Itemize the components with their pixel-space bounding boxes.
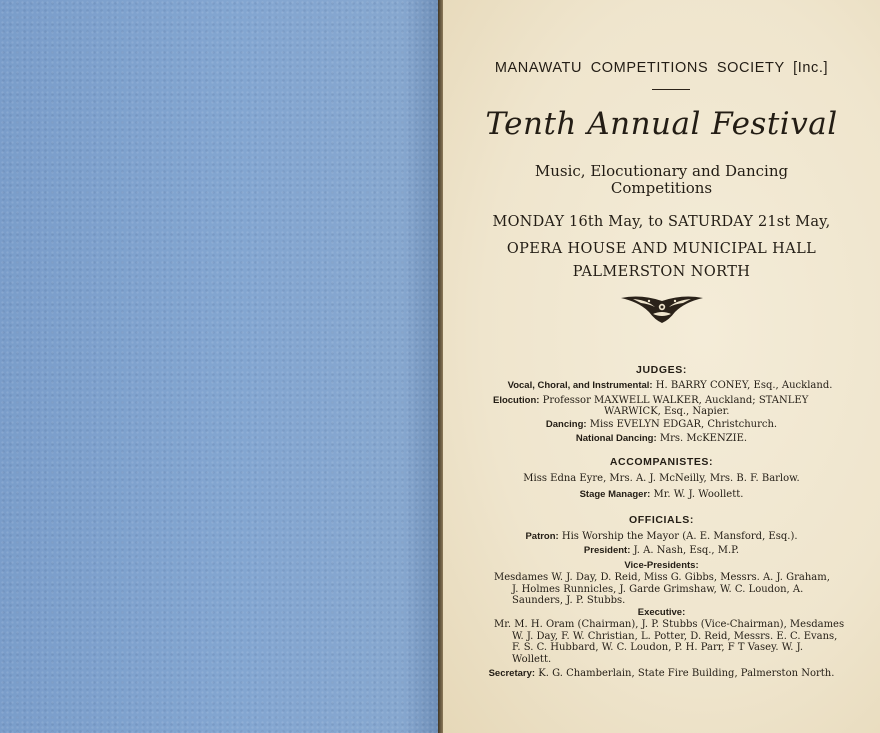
executive-list [494, 619, 846, 665]
accompanistes-heading: ACCOMPANISTES: [609, 456, 714, 468]
judge-national-value: Mrs. McKENZIE. [659, 433, 748, 444]
exec-line-1: Mr. M. H. Oram (Chairman), J. P. Stubbs (Vice-Chairman), Mesdames [494, 619, 845, 630]
judge-dancing-value: Miss EVELYN EDGAR, Christchurch. [589, 419, 778, 430]
president-label: President: [583, 545, 631, 556]
secretary [443, 668, 880, 680]
festival-title: Tenth Annual Festival [485, 106, 838, 142]
executive-heading: Executive: [637, 607, 686, 618]
president-value: J. A. Nash, Esq., M.P. [633, 545, 740, 556]
vice-presidents-list [494, 572, 846, 607]
festival-venue [443, 238, 880, 284]
stage-manager-value: Mr. W. J. Woollett. [653, 489, 744, 500]
venue-line-2: PALMERSTON NORTH [572, 264, 751, 280]
judge-national-dancing [443, 433, 880, 445]
judge-elocution-value-1: Professor MAXWELL WALKER, Auckland; STANLEY [542, 395, 809, 406]
venue-line-1: OPERA HOUSE AND MUNICIPAL HALL [506, 241, 817, 257]
society-name: MANAWATU COMPETITIONS SOCIETY [Inc.] [494, 60, 829, 76]
patron-value: His Worship the Mayor (A. E. Mansford, Esq.). [561, 531, 798, 542]
programme-page [443, 0, 880, 733]
title-rule [652, 89, 690, 90]
subtitle-line-1: Music, Elocutionary and Dancing [534, 162, 789, 180]
judge-vocal [493, 380, 847, 392]
vp-line-2: J. Holmes Runnicles, J. Garde Grimshaw, W. C. Loudon, A. [512, 583, 804, 595]
subtitle-line-2: Competitions [610, 179, 713, 197]
stage-manager-label: Stage Manager: [579, 489, 651, 500]
judge-dancing [443, 419, 880, 431]
judge-elocution-value-2: WARWICK, Esq., Napier. [604, 406, 730, 417]
vp-line-1: Mesdames W. J. Day, D. Reid, Miss G. Gibbs, Messrs. A. J. Graham, [494, 572, 830, 583]
judge-elocution-label: Elocution: [493, 395, 540, 406]
vice-presidents-heading: Vice-Presidents: [624, 560, 699, 571]
judge-vocal-label: Vocal, Choral, and Instrumental: [507, 380, 653, 391]
secretary-label: Secretary: [488, 668, 536, 679]
stage-manager [443, 489, 880, 501]
patron-label: Patron: [525, 531, 559, 542]
officials-heading: OFFICIALS: [629, 514, 694, 526]
judge-national-label: National Dancing: [575, 433, 657, 444]
judge-dancing-label: Dancing: [545, 419, 587, 430]
ornament-icon [619, 292, 705, 326]
festival-dates: MONDAY 16th May, to SATURDAY 21st May, [492, 214, 831, 230]
judges-heading: JUDGES: [636, 364, 687, 376]
festival-subtitle [443, 163, 880, 197]
president [443, 545, 880, 557]
exec-line-3: F. S. C. Hubbard, W. C. Loudon, P. H. Parr, F T Vasey. W. J. [512, 642, 804, 653]
exec-line-4: Wollett. [512, 653, 552, 665]
judge-vocal-value: H. BARRY CONEY, Esq., Auckland. [655, 380, 833, 391]
vp-line-3: Saunders, J. P. Stubbs. [512, 595, 626, 606]
blue-back-cover [0, 0, 438, 733]
exec-line-2: W. J. Day, F. W. Christian, L. Potter, D. Reid, Messrs. E. C. Evans, [512, 630, 838, 642]
accompanistes-names: Miss Edna Eyre, Mrs. A. J. McNeilly, Mrs. B. F. Barlow. [523, 473, 800, 484]
patron [443, 531, 880, 543]
judge-elocution [493, 395, 847, 407]
secretary-value: K. G. Chamberlain, State Fire Building, Palmerston North. [538, 668, 835, 679]
